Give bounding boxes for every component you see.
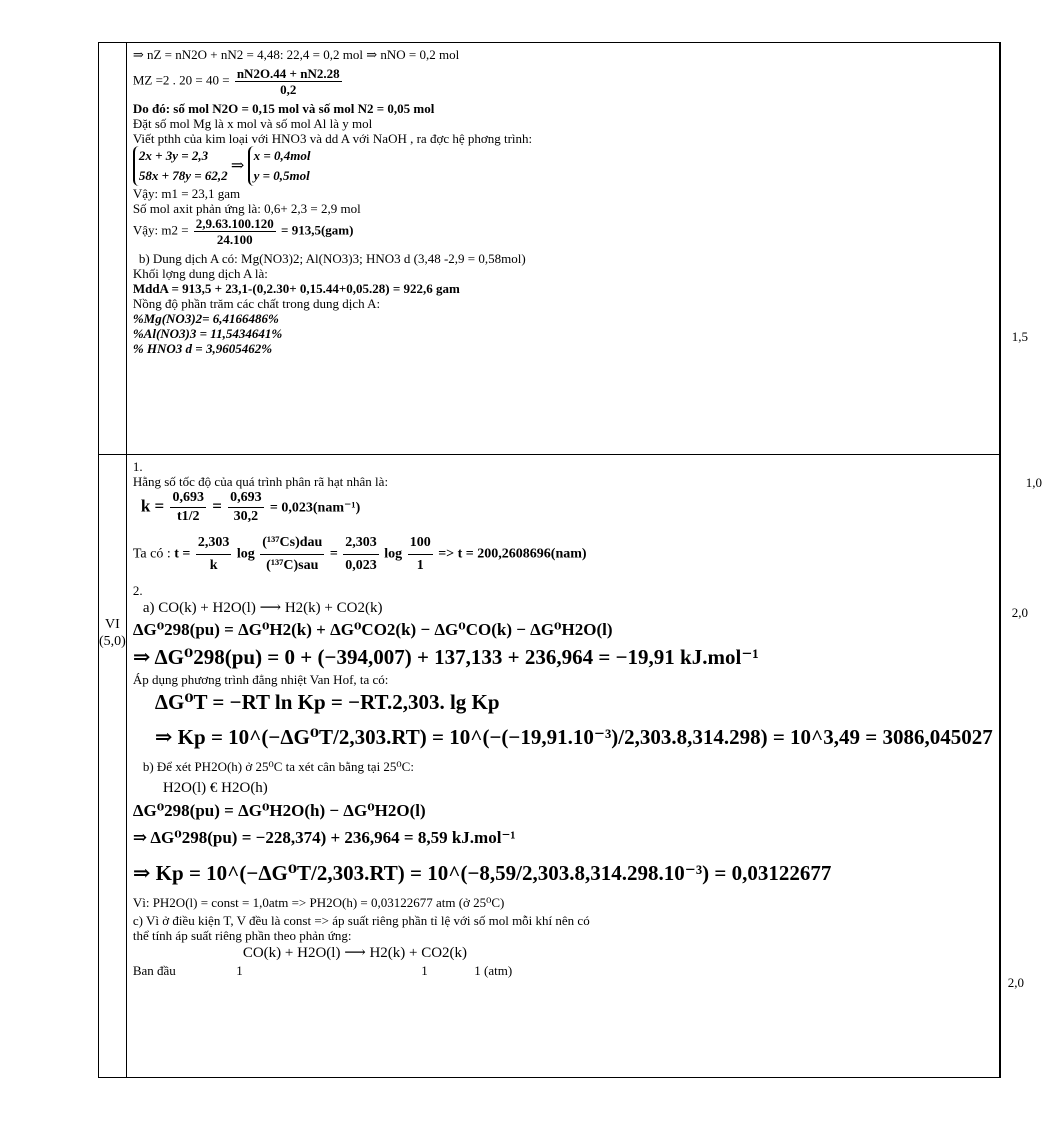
line-mg-pct: %Mg(NO3)2= 6,4166486% (132, 311, 279, 326)
t-fraction-2: $\frac{\text{(¹³⁷Cs)dau}}{\text{(¹³⁷C)sau}}$ (260, 532, 324, 577)
score-2-0-a: 2,0 (1011, 605, 1028, 620)
delta-g-definition: ΔG⁰298(pu) = ΔG⁰H2(k) + ΔG⁰CO2(k) − ΔG⁰CO(k) − ΔG⁰H2O(l) (132, 620, 613, 639)
section-cell-VI (99, 455, 127, 1078)
implies-arrow: ⇒ (230, 157, 245, 175)
equilibrium-b: H2O(l) € H2O(h) (162, 780, 268, 796)
line-hang-so: Hằng số tốc độ của quá trình phân rã hạt nhân là: (132, 474, 389, 489)
line-xet-b: b) Để xét PH2O(h) ở 25⁰C ta xét cân bằng tại 25⁰C: (142, 759, 414, 774)
line-vi-p: Vì: PH2O(l) = const = 1,0atm => PH2O(h) = 0,03122677 atm (ở 25⁰C) (132, 895, 505, 910)
item-1: 1. (132, 459, 143, 474)
reaction-c: CO(k) + H2O(l) ⟶ H2(k) + CO2(k) (242, 945, 468, 961)
score-2-0-b: 2,0 (1007, 975, 1024, 990)
line-al-pct: %Al(NO3)3 = 11,5434641% (132, 326, 283, 341)
line-mdda: MddA = 913,5 + 23,1-(0,2.30+ 0,15.44+0,05.28) = 922,6 gam (132, 281, 460, 296)
kp-value-a: ⇒ Kp = 10^(−ΔG⁰T/2,303.RT) = 10^(−(−19,91.10⁻³)/2,303.8,314.298) = 10^3,49 = 3086,045027 (154, 725, 993, 749)
rate-constant-equation: k = $\frac{0,693}{t1/2}$ = $\frac{0,693}{30,2}$ = 0,023(nam⁻¹) (140, 490, 361, 524)
t-fraction-4: $\frac{100}{1}$ (408, 532, 433, 577)
line-nz: ⇒ nZ = nN2O + nN2 = 4,48: 22,4 = 0,2 mol ⇒ nNO = 0,2 mol (132, 47, 460, 62)
van-hof-equation: ΔG⁰T = −RT ln Kp = −RT.2,303. lg Kp (154, 690, 500, 714)
part5-content (127, 43, 999, 356)
line-ban-dau: Ban đầu 1 1 1 (atm) (132, 963, 513, 978)
item-2: 2. (132, 583, 143, 598)
system-left: 2x + 3y = 2,3 58x + 78y = 62,2 (133, 146, 228, 186)
k-fraction-1: $\frac{0,693}{t1/2}$ (172, 490, 204, 524)
reaction-a: a) CO(k) + H2O(l) ⟶ H2(k) + CO2(k) (142, 600, 383, 616)
line-axit: Số mol axit phản ứng là: 0,6+ 2,3 = 2,9 mol (132, 201, 361, 216)
line-viet: Viết pthh của kim loại với HNO3 và dd A với NaOH , ra đợc hệ phơng trình: (132, 131, 533, 146)
t-fraction-3: $\frac{2,303}{0,023}$ (343, 532, 379, 577)
line-mz: MZ =2 . 20 = 40 = $\frac{nN2O.44 + nN2.28}{0,2}$ (132, 66, 340, 97)
line-khoi-luong: Khối lợng dung dịch A là: (132, 266, 268, 281)
line-van-hof: Áp dụng phương trình đẳng nhiệt Van Hof, ta có: (132, 672, 389, 687)
score-cell-part5 (999, 43, 1028, 455)
kp-value-b: ⇒ Kp = 10^(−ΔG⁰T/2,303.RT) = 10^(−8,59/2,303.8,314.298.10⁻³) = 0,03122677 (132, 861, 832, 885)
line-c-1: c) Vì ở điều kiện T, V đều là const => áp suất riêng phần tỉ lệ với số mol mỗi khí nên có (132, 913, 590, 928)
row-part6 (99, 455, 1001, 1078)
m2-fraction: $\frac{2,9.63.100.120}{24.100}$ (195, 216, 274, 247)
content-cell-part5 (126, 43, 999, 455)
line-c-2: thể tính áp suất riêng phần theo phản ứng: (132, 928, 352, 943)
content-cell-part6 (126, 455, 999, 1078)
t-fraction-1: $\frac{2,303}{k}$ (196, 532, 232, 577)
system-right: x = 0,4mol y = 0,5mol (248, 146, 311, 186)
time-equation: Ta có : t = $\frac{2,303}{k}$ log $\frac{\text{(¹³⁷Cs)dau}}{\text{(¹³⁷C)sau}}$ = $\frac{2,303}{0,023}$ log $\frac{100}{1}$ => t = 200,2608696(nam) (133, 532, 993, 577)
score-1-0: 1,0 (1025, 475, 1042, 490)
line-n2o: Do đó: số mol N2O = 0,15 mol và số mol N2 = 0,05 mol (132, 101, 435, 116)
part6-content (127, 455, 999, 978)
line-dat: Đặt số mol Mg là x mol và số mol Al là y mol (132, 116, 373, 131)
delta-g-b-definition: ΔG⁰298(pu) = ΔG⁰H2O(h) − ΔG⁰H2O(l) (132, 801, 426, 820)
answer-table (98, 42, 1042, 1078)
line-hno3-pct: % HNO3 d = 3,9605462% (132, 341, 273, 356)
score-1-5: 1,5 (1011, 329, 1028, 344)
row-part5 (99, 43, 1001, 455)
delta-g-value: ⇒ ΔG⁰298(pu) = 0 + (−394,007) + 137,133 + 236,964 = −19,91 kJ.mol⁻¹ (132, 645, 759, 669)
line-m1: Vậy: m1 = 23,1 gam (132, 186, 241, 201)
delta-g-b-value: ⇒ ΔG⁰298(pu) = −228,374) + 236,964 = 8,59 kJ.mol⁻¹ (132, 828, 516, 847)
score-cell-part6 (999, 455, 1042, 1078)
line-m2: Vậy: m2 = $\frac{2,9.63.100.120}{24.100}$ = 913,5(gam) (132, 216, 354, 247)
k-fraction-2: $\frac{0,693}{30,2}$ (230, 490, 262, 524)
section-label: VI (5,0) (99, 617, 126, 649)
mz-fraction: $\frac{nN2O.44 + nN2.28}{0,2}$ (236, 66, 340, 97)
equation-system (133, 146, 993, 186)
section-cell-empty (99, 43, 127, 455)
line-ddA: b) Dung dịch A có: Mg(NO3)2; Al(NO3)3; HNO3 d (3,48 -2,9 = 0,58mol) (138, 251, 526, 266)
line-nong-do: Nồng độ phần trăm các chất trong dung dịch A: (132, 296, 381, 311)
